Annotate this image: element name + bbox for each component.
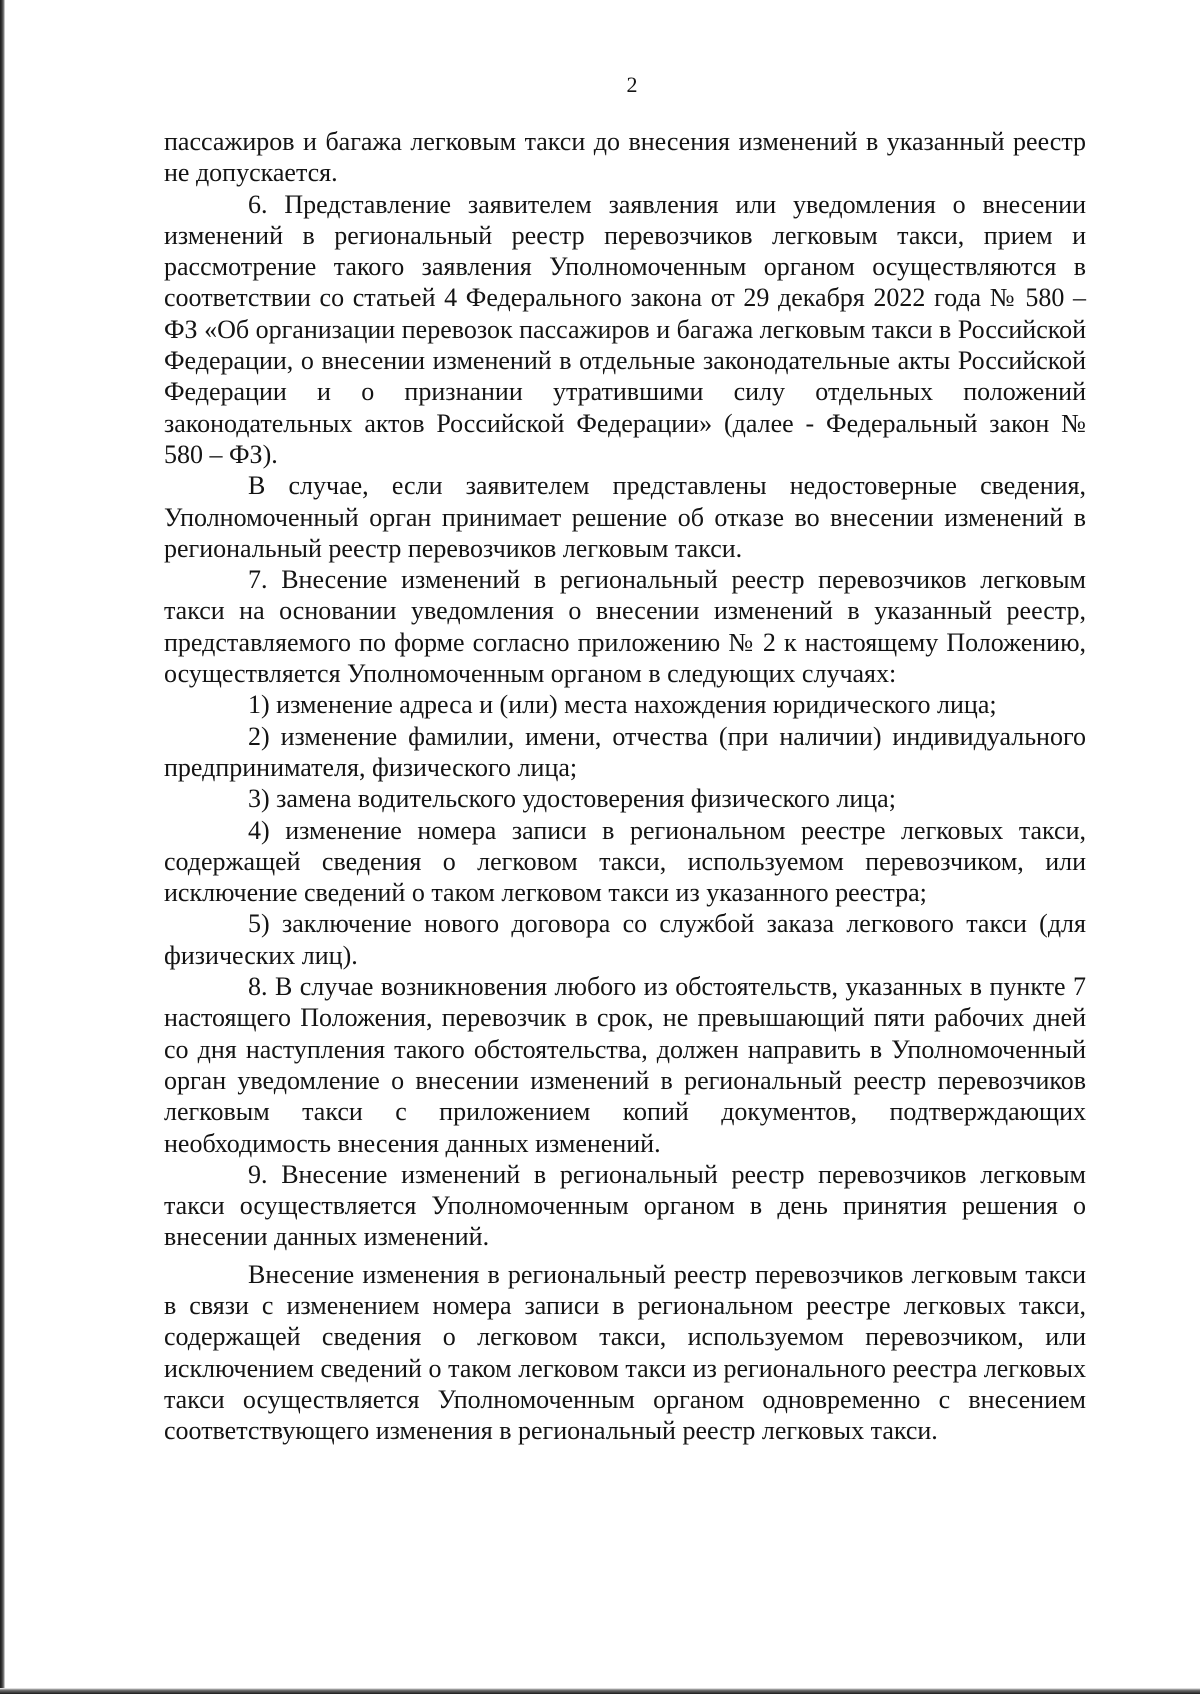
document-body <box>164 126 1086 1446</box>
paragraph-final: Внесение изменения в региональный реестр перевозчиков легковым такси в связи с изменением номера записи в региональном реестре легковых такси, содержащей сведения о легковом такси, используемом перевозчиком, или исключением сведений о таком легковом такси из регионального реестра легковых такси осуществляется Уполномоченным органом одновременно с внесением соответствующего изменения в региональный реестр легковых такси. <box>164 1259 1086 1446</box>
scan-bottom-edge <box>0 1688 1200 1694</box>
paragraph-item-9: 9. Внесение изменений в региональный реестр перевозчиков легковым такси осуществляется Уполномоченным органом в день принятия решения о внесении данных изменений. <box>164 1159 1086 1252</box>
paragraph-item-8: 8. В случае возникновения любого из обстоятельств, указанных в пункте 7 настоящего Положения, перевозчик в срок, не превышающий пяти рабочих дней со дня наступления такого обстоятельства, должен направить в Уполномоченный орган уведомление о внесении изменений в региональный реестр перевозчиков легковым такси с приложением копий документов, подтверждающих необходимость внесения данных изменений. <box>164 972 1086 1158</box>
page-number: 2 <box>626 72 638 97</box>
list-item-3: 3) замена водительского удостоверения физического лица; <box>248 784 896 814</box>
scan-left-edge <box>0 0 5 1694</box>
paragraph-refusal: В случае, если заявителем представлены недостоверные сведения, Уполномоченный орган принимает решение об отказе во внесении изменений в региональный реестр перевозчиков легковым такси. <box>164 471 1086 563</box>
list-item-5: 5) заключение нового договора со службой заказа легкового такси (для физических лиц). <box>164 909 1086 970</box>
paragraph-continuation: пассажиров и багажа легковым такси до внесения изменений в указанный реестр не допускается. <box>164 127 1086 188</box>
list-item-1: 1) изменение адреса и (или) места нахождения юридического лица; <box>248 690 997 720</box>
paragraph-item-6: 6. Представление заявителем заявления или уведомления о внесении изменений в региональный реестр перевозчиков легковым такси, прием и рассмотрение такого заявления Уполномоченным органом осуществляются в соответствии со статьей 4 Федерального закона от 29 декабря 2022 года № 580 – ФЗ «Об организации перевозок пассажиров и багажа легковым такси в Российской Федерации, о внесении изменений в отдельные законодательные акты Российской Федерации и о признании утратившими силу отдельных положений законодательных актов Российской Федерации» (далее - Федеральный закон № 580 – ФЗ). <box>164 189 1086 469</box>
list-item-4: 4) изменение номера записи в региональном реестре легковых такси, содержащей сведения о легковом такси, используемом перевозчиком, или исключение сведений о таком легковом такси из указанного реестра; <box>164 815 1086 908</box>
list-item-2: 2) изменение фамилии, имени, отчества (при наличии) индивидуального предпринимателя, физического лица; <box>164 721 1086 782</box>
paragraph-item-7: 7. Внесение изменений в региональный реестр перевозчиков легковым такси на основании уведомления о внесении изменений в указанный реестр, представляемого по форме согласно приложению № 2 к настоящему Положению, осуществляется Уполномоченным органом в следующих случаях: <box>164 565 1086 689</box>
